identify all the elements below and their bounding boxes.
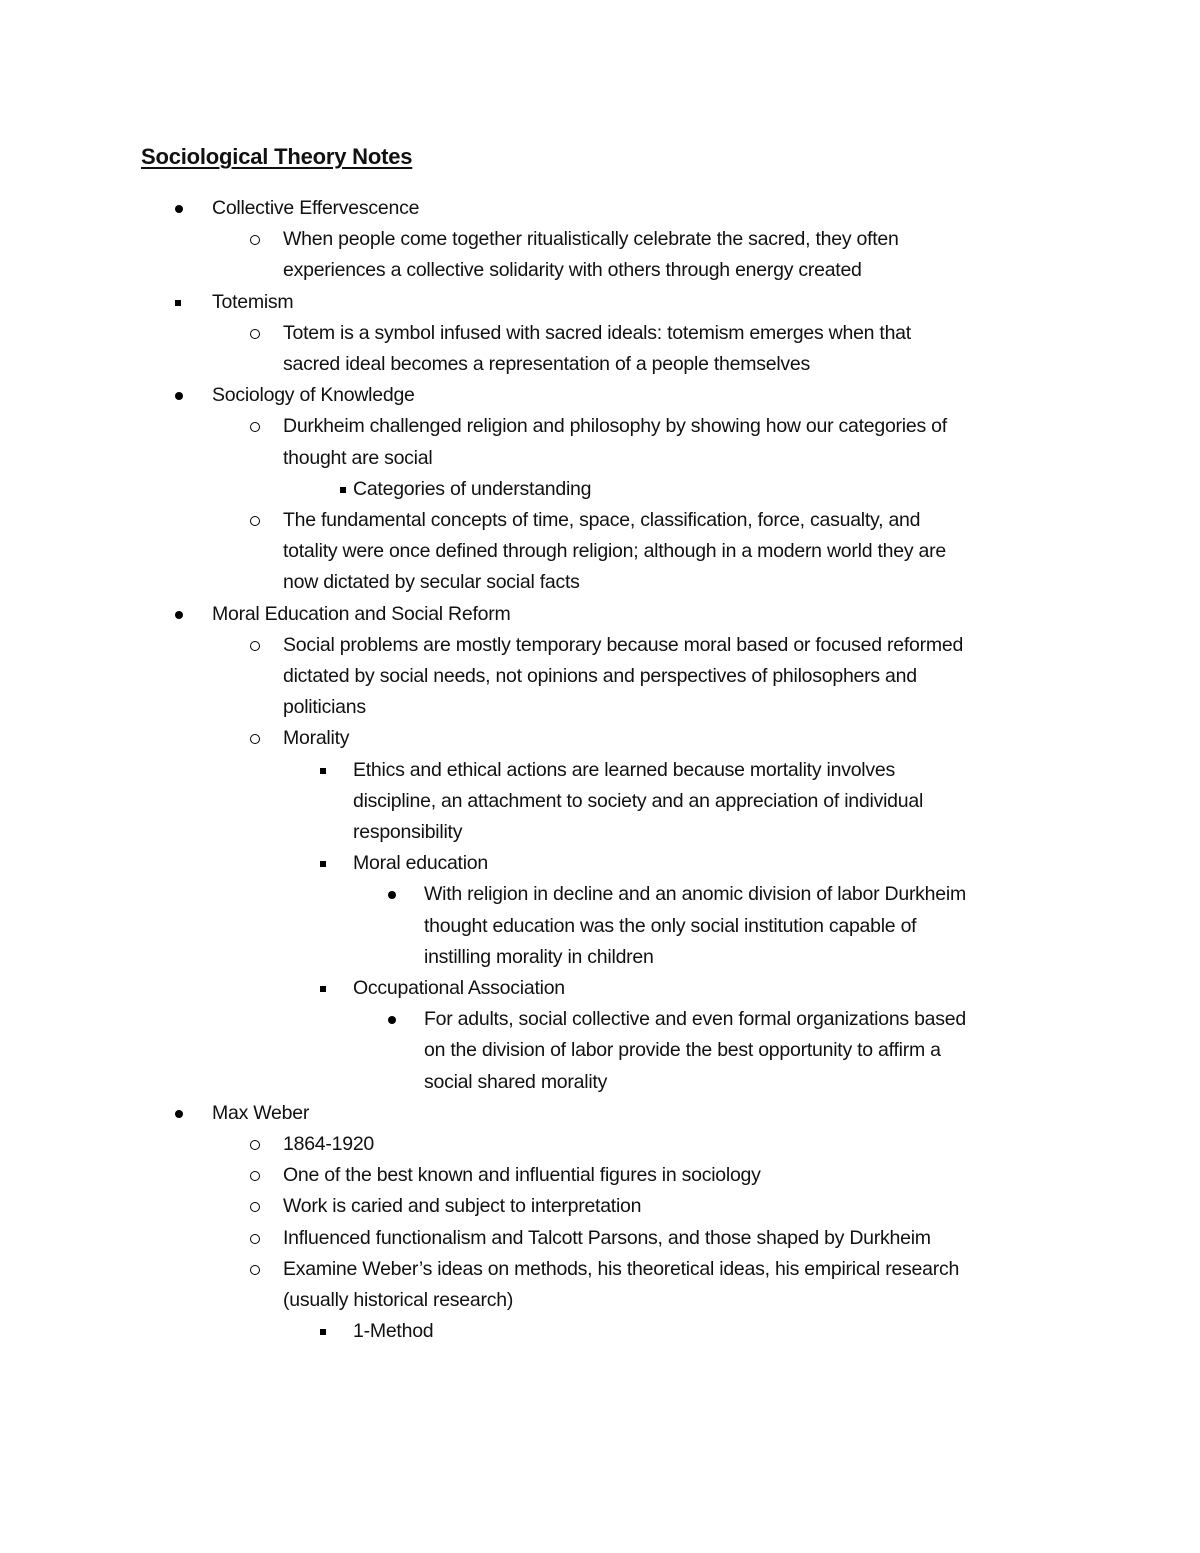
circle-bullet-icon bbox=[250, 235, 260, 245]
list-item-line: responsibility bbox=[353, 821, 463, 843]
circle-bullet-icon bbox=[250, 1234, 260, 1244]
list-item-line: For adults, social collective and even formal organizations based bbox=[424, 1008, 966, 1031]
list-item-line: on the division of labor provide the best opportunity to affirm a bbox=[424, 1039, 941, 1062]
bullet-icon bbox=[175, 205, 183, 213]
list-item-line: Work is caried and subject to interpretation bbox=[283, 1195, 642, 1218]
circle-bullet-icon bbox=[250, 1265, 260, 1275]
bullet-icon bbox=[175, 1110, 183, 1118]
list-item-line: When people come together ritualistically celebrate the sacred, they often bbox=[283, 228, 899, 251]
square-bullet-icon bbox=[340, 487, 346, 493]
circle-bullet-icon bbox=[250, 1171, 260, 1181]
list-item-line: experiences a collective solidarity with others through energy created bbox=[283, 259, 862, 282]
bullet-icon bbox=[388, 891, 396, 899]
bullet-icon bbox=[388, 1016, 396, 1024]
page-title: Sociological Theory Notes bbox=[141, 144, 413, 169]
list-item-line: Moral education bbox=[353, 852, 488, 875]
list-item-line: totality were once defined through religion; although in a modern world they are bbox=[283, 540, 946, 563]
list-item-line: Durkheim challenged religion and philosophy by showing how our categories of bbox=[283, 415, 947, 438]
circle-bullet-icon bbox=[250, 329, 260, 339]
list-item-line: Ethics and ethical actions are learned because mortality involves bbox=[353, 758, 895, 781]
list-item-line: discipline, an attachment to society and an appreciation of individual bbox=[353, 789, 924, 812]
list-item-line: 1864-1920 bbox=[283, 1133, 375, 1155]
list-item-line: dictated by social needs, not opinions and perspectives of philosophers and bbox=[283, 665, 917, 687]
list-item-line: 1-Method bbox=[353, 1320, 434, 1343]
list-item-line: Totem is a symbol infused with sacred ideals: totemism emerges when that bbox=[283, 321, 911, 344]
list-item-line: Social problems are mostly temporary because moral based or focused reformed bbox=[283, 633, 964, 656]
list-item-line: Collective Effervescence bbox=[212, 197, 420, 219]
list-item-line: Examine Weber’s ideas on methods, his theoretical ideas, his empirical research bbox=[283, 1257, 960, 1280]
square-bullet-icon bbox=[320, 768, 326, 774]
bullet-icon bbox=[175, 392, 183, 400]
list-item-line: Totemism bbox=[212, 290, 294, 313]
circle-bullet-icon bbox=[250, 516, 260, 526]
list-item-line: sacred ideal becomes a representation of a people themselves bbox=[283, 353, 810, 375]
square-bullet-icon bbox=[320, 1329, 326, 1335]
list-item-line: now dictated by secular social facts bbox=[283, 571, 580, 594]
circle-bullet-icon bbox=[250, 641, 260, 651]
list-item-line: social shared morality bbox=[424, 1070, 608, 1093]
list-item-line: With religion in decline and an anomic division of labor Durkheim bbox=[424, 883, 966, 906]
list-item-line: politicians bbox=[283, 696, 366, 719]
list-item-line: Morality bbox=[283, 727, 350, 750]
list-item-line: One of the best known and influential figures in sociology bbox=[283, 1164, 761, 1187]
circle-bullet-icon bbox=[250, 734, 260, 744]
list-item-line: thought education was the only social institution capable of bbox=[424, 914, 917, 937]
list-item-line: Sociology of Knowledge bbox=[212, 384, 415, 407]
list-item-line: Categories of understanding bbox=[353, 477, 592, 500]
circle-bullet-icon bbox=[250, 1140, 260, 1150]
list-item-line: thought are social bbox=[283, 446, 433, 469]
list-item-line: Moral Education and Social Reform bbox=[212, 602, 511, 625]
list-item-line: The fundamental concepts of time, space, classification, force, casualty, and bbox=[283, 509, 921, 531]
list-item-line: Max Weber bbox=[212, 1101, 310, 1124]
circle-bullet-icon bbox=[250, 422, 260, 432]
circle-bullet-icon bbox=[250, 1202, 260, 1212]
bullet-icon bbox=[175, 611, 183, 619]
square-bullet-icon bbox=[320, 986, 326, 992]
list-item-line: Influenced functionalism and Talcott Parsons, and those shaped by Durkheim bbox=[283, 1226, 931, 1249]
square-bullet-icon bbox=[175, 300, 181, 306]
list-item-line: Occupational Association bbox=[353, 977, 565, 999]
square-bullet-icon bbox=[320, 861, 326, 867]
list-item-line: instilling morality in children bbox=[424, 945, 654, 968]
list-item-line: (usually historical research) bbox=[283, 1289, 514, 1311]
